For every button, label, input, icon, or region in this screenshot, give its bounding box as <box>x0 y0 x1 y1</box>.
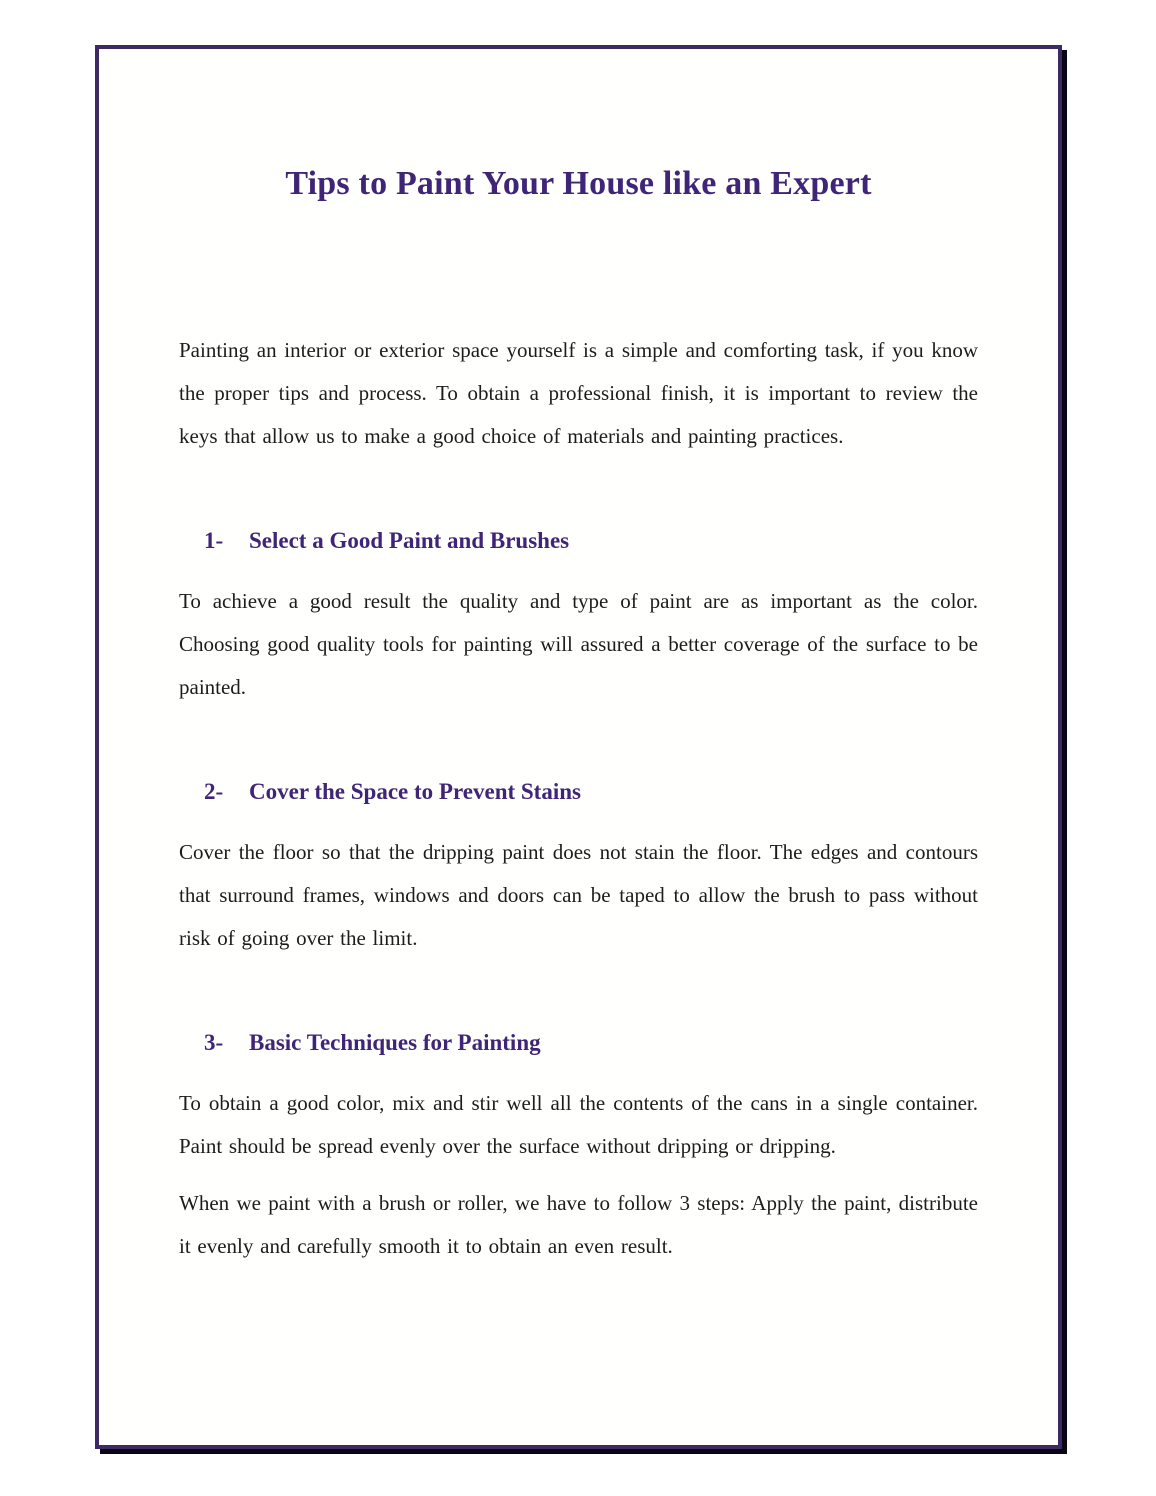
section-number: 2- <box>204 778 224 804</box>
section-heading <box>204 777 978 807</box>
section-paragraph: Cover the floor so that the dripping paint does not stain the floor. The edges and contours that surround frames, windows and doors can be taped to allow the brush to pass without risk of going over the limit. <box>179 839 978 950</box>
page-border-frame <box>95 45 1062 1449</box>
section-heading <box>204 526 978 556</box>
section-heading <box>204 1028 978 1058</box>
section-paragraph: To obtain a good color, mix and stir well all the contents of the cans in a single container. Paint should be spread evenly over the surface without dripping or dripping. <box>179 1090 978 1158</box>
document-title: Tips to Paint Your House like an Expert <box>285 165 872 202</box>
section-heading-text: Cover the Space to Prevent Stains <box>249 778 581 804</box>
section-heading-text: Select a Good Paint and Brushes <box>249 527 570 553</box>
section-number: 3- <box>204 1029 224 1055</box>
section-select-paint <box>179 526 978 709</box>
section-cover-space <box>179 777 978 960</box>
intro-paragraph: Painting an interior or exterior space yourself is a simple and comforting task, if you know the proper tips and process. To obtain a professional finish, it is important to review the keys that allow us to make a good choice of materials and painting practices. <box>179 337 978 448</box>
section-basic-techniques <box>179 1028 978 1268</box>
page-content <box>99 161 1058 1268</box>
section-number: 1- <box>204 527 224 553</box>
section-heading-text: Basic Techniques for Painting <box>249 1029 541 1055</box>
section-paragraph: When we paint with a brush or roller, we have to follow 3 steps: Apply the paint, distribute it evenly and carefully smooth it to obtain an even result. <box>179 1190 978 1258</box>
section-paragraph: To achieve a good result the quality and type of paint are as important as the color. Choosing good quality tools for painting will assured a better coverage of the surface to be painted. <box>179 588 978 699</box>
